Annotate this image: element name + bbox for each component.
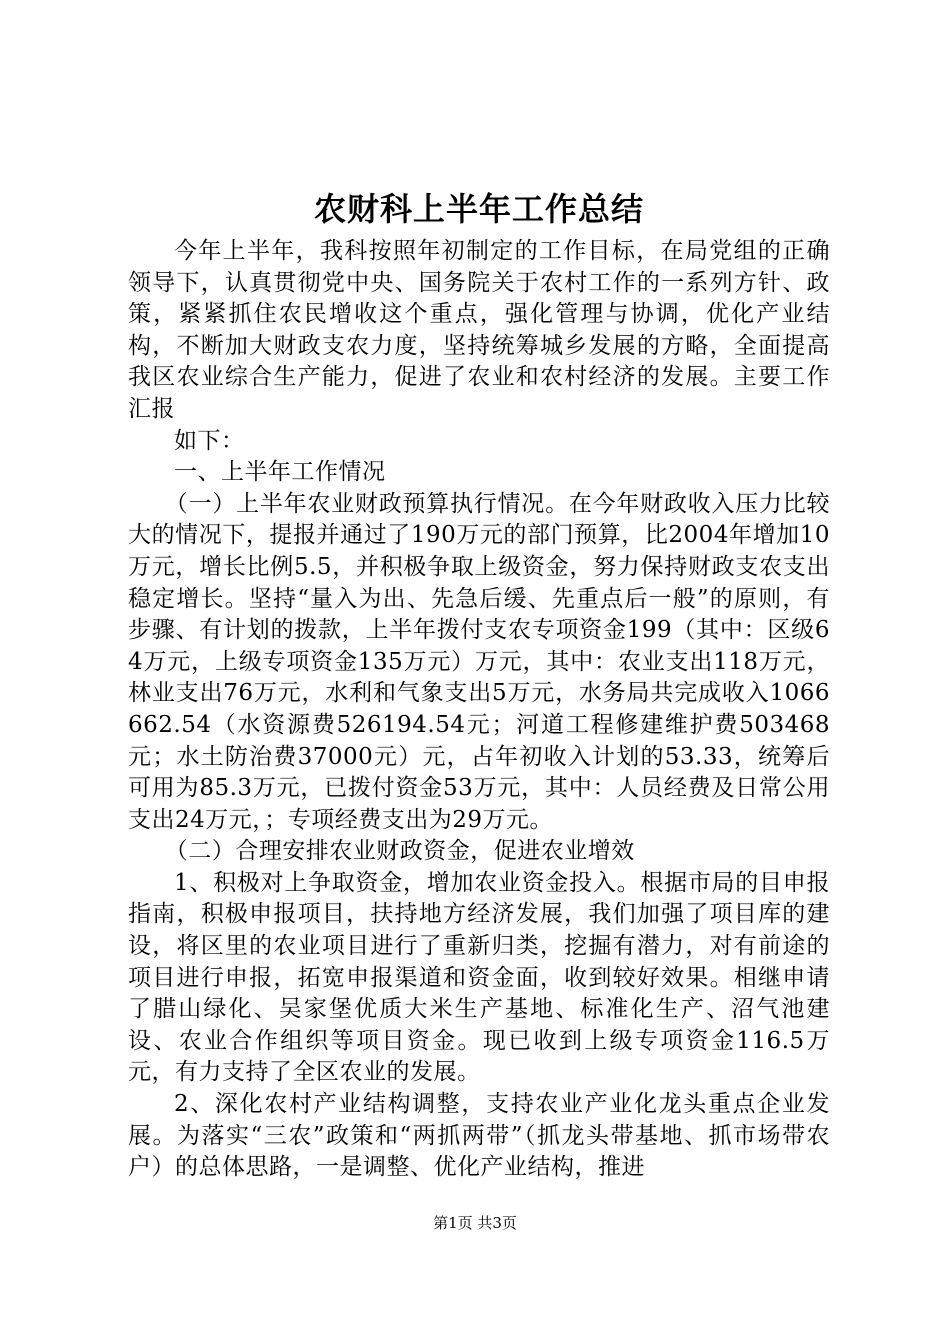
- paragraph-ruxia: 如下：: [174, 427, 245, 454]
- subsection-heading-2: （二）合理安排农业财政资金，促进农业增效: [164, 838, 635, 865]
- section-heading-1: 一、上半年工作情况: [174, 459, 386, 486]
- page-footer: 第1页 共3页: [433, 1214, 517, 1232]
- paragraph-budget: （一）上半年农业财政预算执行情况。在今年财政收入压力比较大的情况下，提报并通过了190万元的部门预算，比2004年增加10万元，增长比例5.5，并积极争取上级资金，努力保持财政支农支出稳定增长。坚持“量入为出、先急后缓、先重点后一般”的原则，有步骤、有计划的拨款，上半年拨付支农专项资金199（其中：区级64万元，上级专项资金135万元）万元，其中：农业支出118万元，林业支出76万元，水利和气象支出5万元，水务局共完成收入1066662.54（水资源费526194.54元；河道工程修建维护费503468元；水土防治费37000元）元，占年初收入计划的53.33，统筹后可用为85.3万元，已拨付资金53万元，其中：人员经费及日常公用支出24万元，；专项经费支出为29万元。: [128, 490, 830, 833]
- paragraph-intro: 今年上半年，我科按照年初制定的工作目标，在局党组的正确领导下，认真贯彻党中央、国务院关于农村工作的一系列方针、政策，紧紧抓住农民增收这个重点，强化管理与协调，优化产业结构，不断加大财政支农力度，坚持统筹城乡发展的方略，全面提高我区农业综合生产能力，促进了农业和农村经济的发展。主要工作汇报: [128, 238, 830, 422]
- document-title: 农财科上半年工作总结: [313, 190, 644, 228]
- paragraph-restructure: 2、深化农村产业结构调整，支持农业产业化龙头重点企业发展。为落实“三农”政策和“两抓两带”（抓龙头带基地、抓市场带农户）的总体思路，一是调整、优化产业结构，推进: [128, 1091, 830, 1181]
- document-page: [128, 182, 830, 1184]
- paragraph-funding: 1、积极对上争取资金，增加农业资金投入。根据市局的目申报指南，积极申报项目，扶持地方经济发展，我们加强了项目库的建设，将区里的农业项目进行了重新归类，挖掘有潜力，对有前途的项目进行申报，拓宽申报渠道和资金面，收到较好效果。相继申请了腊山绿化、吴家堡优质大米生产基地、标准化生产、沼气池建设、农业合作组织等项目资金。现已收到上级专项资金116.5万元，有力支持了全区农业的发展。: [128, 869, 830, 1086]
